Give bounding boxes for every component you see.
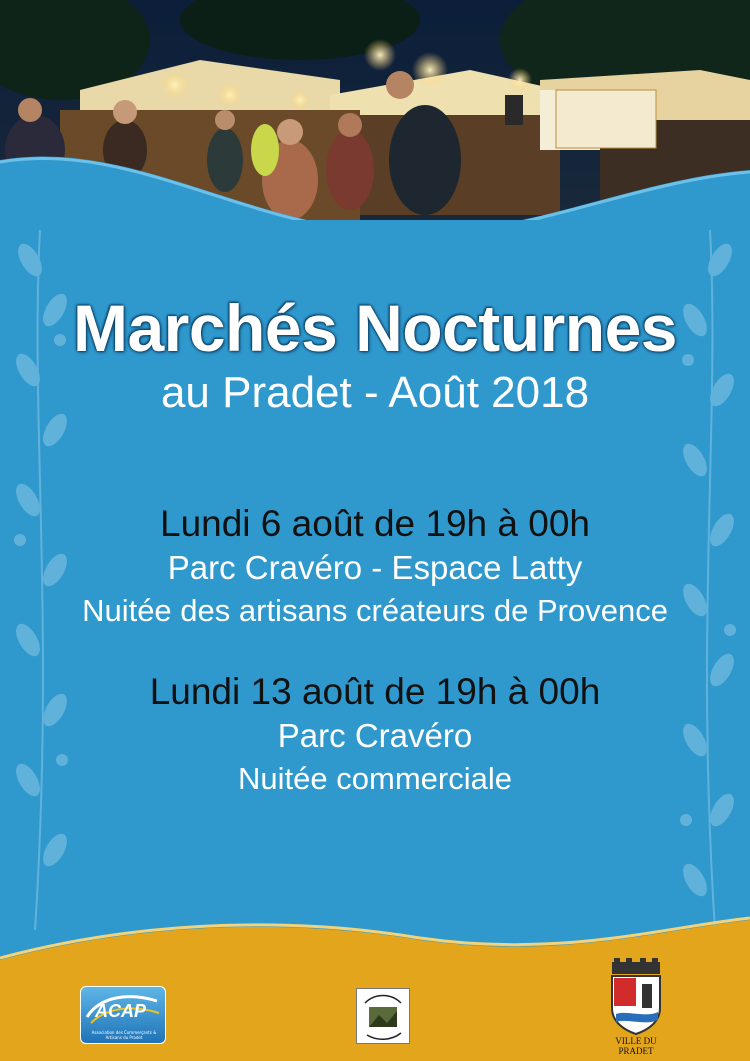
poster-title: Marchés Nocturnes — [72, 291, 678, 365]
acap-logo-text: ACAP — [95, 1001, 147, 1021]
event-2-location: Parc Cravéro — [277, 717, 473, 754]
acap-logo-caption: Association des Commerçants & Artisans du Pradet — [91, 1030, 157, 1040]
event-1-description: Nuitée des artisans créateurs de Provence — [82, 593, 668, 628]
ville-du-pradet-label: VILLE DU PRADET — [615, 1036, 657, 1056]
acap-logo — [80, 986, 166, 1044]
event-1-date: Lundi 6 août de 19h à 00h — [160, 503, 590, 544]
event-1 — [0, 502, 750, 632]
poster-subtitle: au Pradet - Août 2018 — [160, 368, 590, 417]
event-2-date: Lundi 13 août de 19h à 00h — [149, 671, 601, 712]
event-2-description: Nuitée commerciale — [238, 761, 512, 796]
event-2 — [0, 670, 750, 800]
event-1-location: Parc Cravéro - Espace Latty — [167, 549, 583, 586]
artisans-createurs-logo — [356, 988, 410, 1044]
